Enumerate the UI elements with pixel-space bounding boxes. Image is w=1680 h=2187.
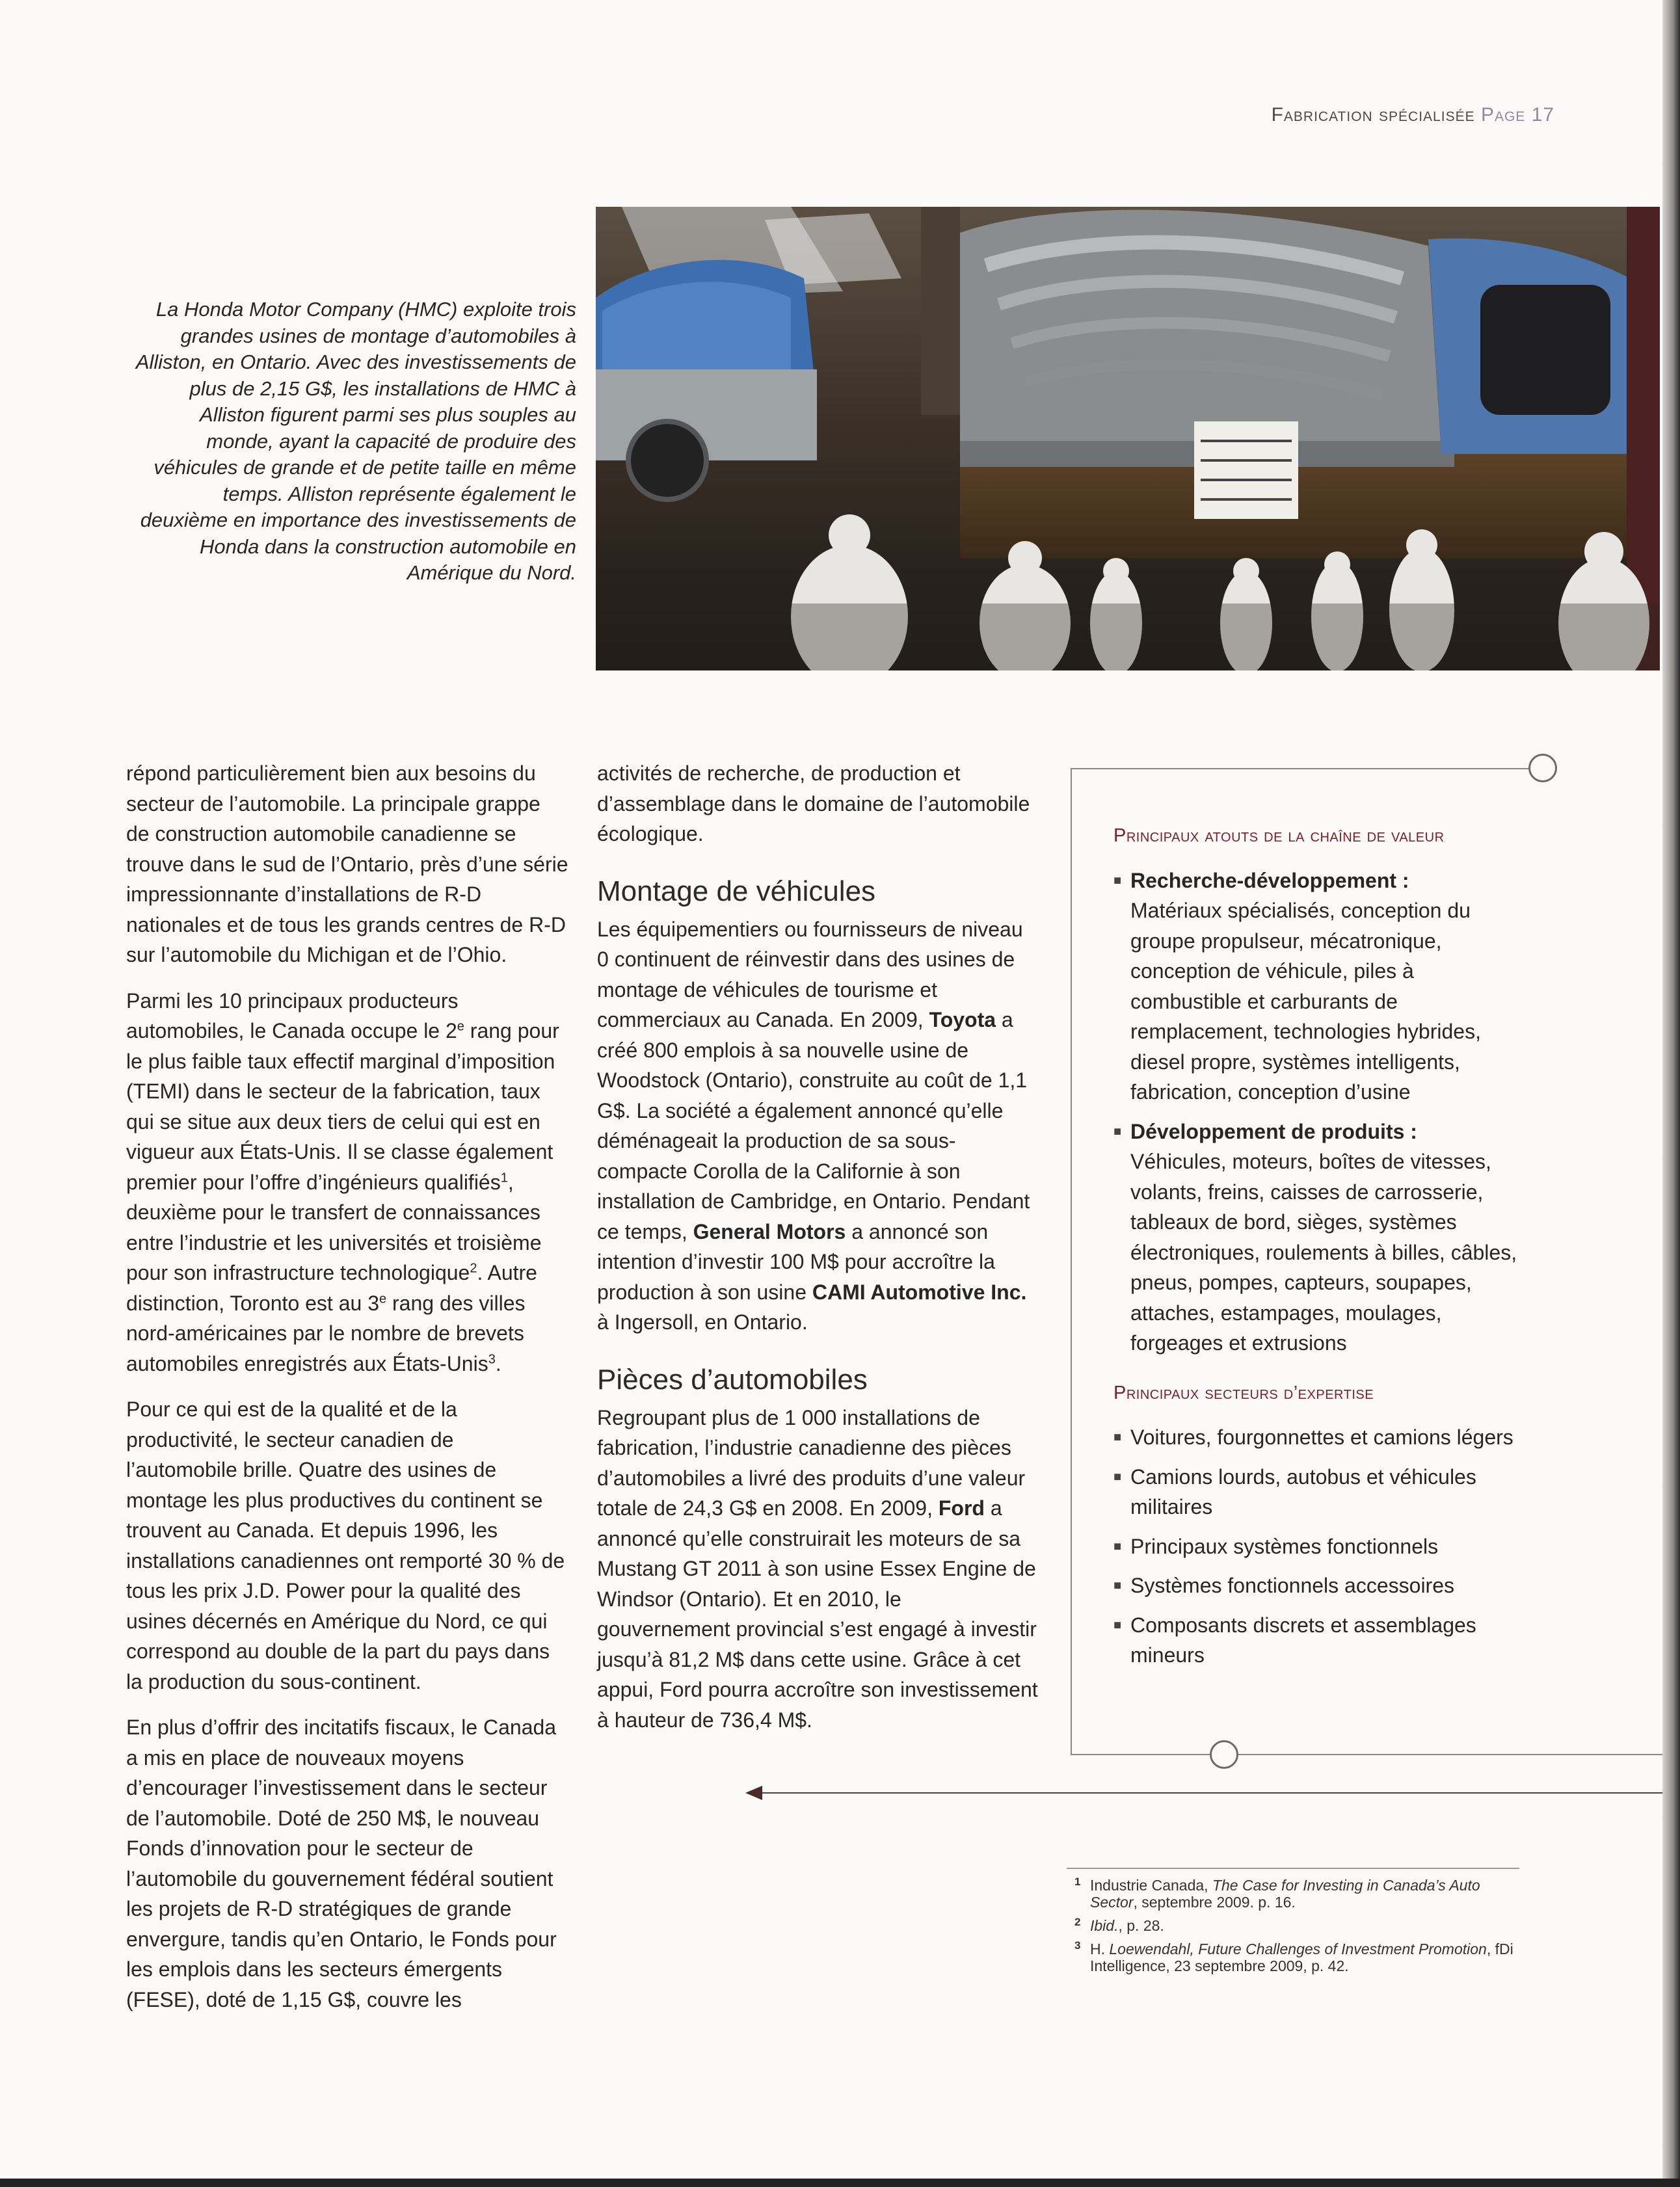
page-number: Page 17: [1480, 104, 1554, 126]
footnote: 2 Ibid., p. 28.: [1074, 1916, 1164, 1934]
list-item: ■ Voitures, fourgonnettes et camions légers: [1113, 1425, 1513, 1449]
sidebar-heading-expertise: Principaux secteurs d’expertise: [1113, 1382, 1374, 1403]
list-item: ■ Développement de produits : Véhicules, moteurs, boîtes de vitesses, volants, freins, caisses de carrosserie, tableaux de bord, sièges, systèmes électroniques, roulements à billes, câbles, pneus, pompes, capteurs, soupapes, attaches, estampages, moulages, forgeages et extrusions: [1113, 1119, 1517, 1355]
page-bottom-edge: [0, 2179, 1680, 2187]
sidebar-border-bottom: [1071, 1754, 1662, 1755]
list-item: ■ Recherche-développement : Matériaux spécialisés, conception du groupe propulseur, mécatronique, conception de véhicule, piles à combustible et carburants de remplacement, technologies hybrides, diesel propre, systèmes intelligents, fabrication, conception d’usine: [1113, 868, 1481, 1104]
section-title: Fabrication spécialisée: [1271, 104, 1475, 126]
sidebar-bottom-circle: [1210, 1740, 1238, 1769]
list-item: ■ Composants discrets et assemblages mineurs: [1113, 1613, 1476, 1667]
value-chain-list: [1106, 866, 1522, 1359]
text-column-2: [597, 758, 1039, 1751]
footnote-rule: [1067, 1868, 1519, 1869]
arrow-left-icon: [745, 1786, 762, 1800]
col1-paragraph-3: Pour ce qui est de la qualité et de la productivité, le secteur canadien de l’automobile brille. Quatre des usines de montage les plus productives du continent se trouvent au Canada. Et depuis 1996, les installations canadiennes ont remporté 30 % de tous les prix J.D. Power pour la qualité des usines décernés en Amérique du Nord, ce qui correspond au double de la part du pays dans la production du sous-continent.: [126, 1398, 565, 1693]
heading-pieces: Pièces d’automobiles: [597, 1363, 868, 1396]
col2-paragraph-1: activités de recherche, de production et d’assemblage dans le domaine de l’automobile écologique.: [597, 762, 1030, 845]
list-item: ■ Principaux systèmes fonctionnels: [1113, 1534, 1439, 1558]
col1-paragraph-1: répond particulièrement bien aux besoins du secteur de l’automobile. La principale grappe de construction automobile canadienne se trouve dans le sud de l’Ontario, près d’une série impressionnante d’installations de R-D nationales et de tous les grands centres de R-D sur l’automobile du Michigan et de l’Ohio.: [126, 762, 568, 966]
expertise-list: [1106, 1422, 1522, 1671]
list-item: ■ Camions lourds, autobus et véhicules militaires: [1113, 1465, 1476, 1518]
sidebar: [1106, 821, 1522, 1690]
decorative-arrow-line: [749, 1792, 1662, 1794]
text-column-1: [126, 758, 568, 2030]
running-head: [1272, 104, 1554, 126]
col2-paragraph-2: Les équipementiers ou fournisseurs de niveau 0 continuent de réinvestir dans des usines de montage de véhicules de tourisme et commerciaux au Canada. En 2009, Toyota a créé 800 emplois à sa nouvelle usine de Woodstock (Ontario), construite au coût de 1,1 G$. La société a également annoncé qu’elle déménageait la production de sa sous-compacte Corolla de la Californie à son installation de Cambridge, en Ontario. Pendant ce temps, General Motors a annoncé son intention d’investir 100 M$ pour accroître la production à son usine CAMI Automotive Inc. à Ingersoll, en Ontario.: [597, 917, 1030, 1334]
sidebar-border-left: [1071, 768, 1072, 1755]
footnotes: [1072, 1877, 1521, 1981]
col1-paragraph-4: En plus d’offrir des incitatifs fiscaux, le Canada a mis en place de nouveaux moyens d’encourager l’investissement dans le secteur de l’automobile. Doté de 250 M$, le nouveau Fonds d’innovation pour le secteur de l’automobile du gouvernement fédéral soutient les projets de R-D stratégiques de grande envergure, tandis qu’en Ontario, le Fonds pour les emplois dans les secteurs émergents (FESE), doté de 1,15 G$, couvre les: [126, 1716, 557, 2011]
sidebar-border-top: [1071, 768, 1532, 769]
sidebar-heading-value-chain: Principaux atouts de la chaîne de valeur: [1113, 825, 1445, 846]
col1-paragraph-2: Parmi les 10 principaux producteurs automobiles, le Canada occupe le 2e rang pour le plus faible taux effectif marginal d’imposition (TEMI) dans le secteur de la fabrication, taux qui se situe aux deux tiers de celui qui est en vigueur aux États-Unis. Il se classe également premier pour l’offre d’ingénieurs qualifiés$^1$, deuxième pour le transfert de connaissances entre l’industrie et les universités et troisième pour son infrastructure technologique$^2$. Autre distinction, Toronto est au 3e rang des villes nord-américaines par le nombre de brevets automobiles enregistrés aux États-Unis$^3$.: [126, 988, 559, 1375]
assembly-line-photo: [596, 207, 1660, 670]
heading-montage: Montage de véhicules: [597, 875, 876, 907]
footnote: 3 H. Loewendahl, Future Challenges of Investment Promotion, fDi Intelligence, 23 septembre 2009, p. 42.: [1074, 1939, 1513, 1974]
page-spine-shadow: [1662, 0, 1680, 2187]
photo-caption: La Honda Motor Company (HMC) exploite trois grandes usines de montage d’automobiles à Alliston, en Ontario. Avec des investissements de plus de 2,15 G$, les installations de HMC à Alliston figurent parmi ses plus souples au monde, ayant la capacité de produire des véhicules de grande et de petite taille en même temps. Alliston représente également le deuxième en importance des investissements de Honda dans la construction automobile en Amérique du Nord.: [135, 298, 576, 584]
footnote: 1 Industrie Canada, The Case for Investing in Canada’s Auto Sector, septembre 2009. p. 16.: [1074, 1876, 1480, 1911]
col2-paragraph-3: Regroupant plus de 1 000 installations de fabrication, l’industrie canadienne des pièces d’automobiles a livré des produits d’une valeur totale de 24,3 G$ en 2008. En 2009, Ford a annoncé qu’elle construirait les moteurs de sa Mustang GT 2011 à son usine Essex Engine de Windsor (Ontario). Et en 2010, le gouvernement provincial s’est engagé à investir jusqu’à 81,2 M$ dans cette usine. Grâce à cet appui, Ford pourra accroître son investissement à hauteur de 736,4 M$.: [597, 1405, 1038, 1732]
list-item: ■ Systèmes fonctionnels accessoires: [1113, 1574, 1454, 1597]
sidebar-top-circle: [1528, 754, 1557, 782]
assembly-line-illustration: [596, 207, 1660, 670]
